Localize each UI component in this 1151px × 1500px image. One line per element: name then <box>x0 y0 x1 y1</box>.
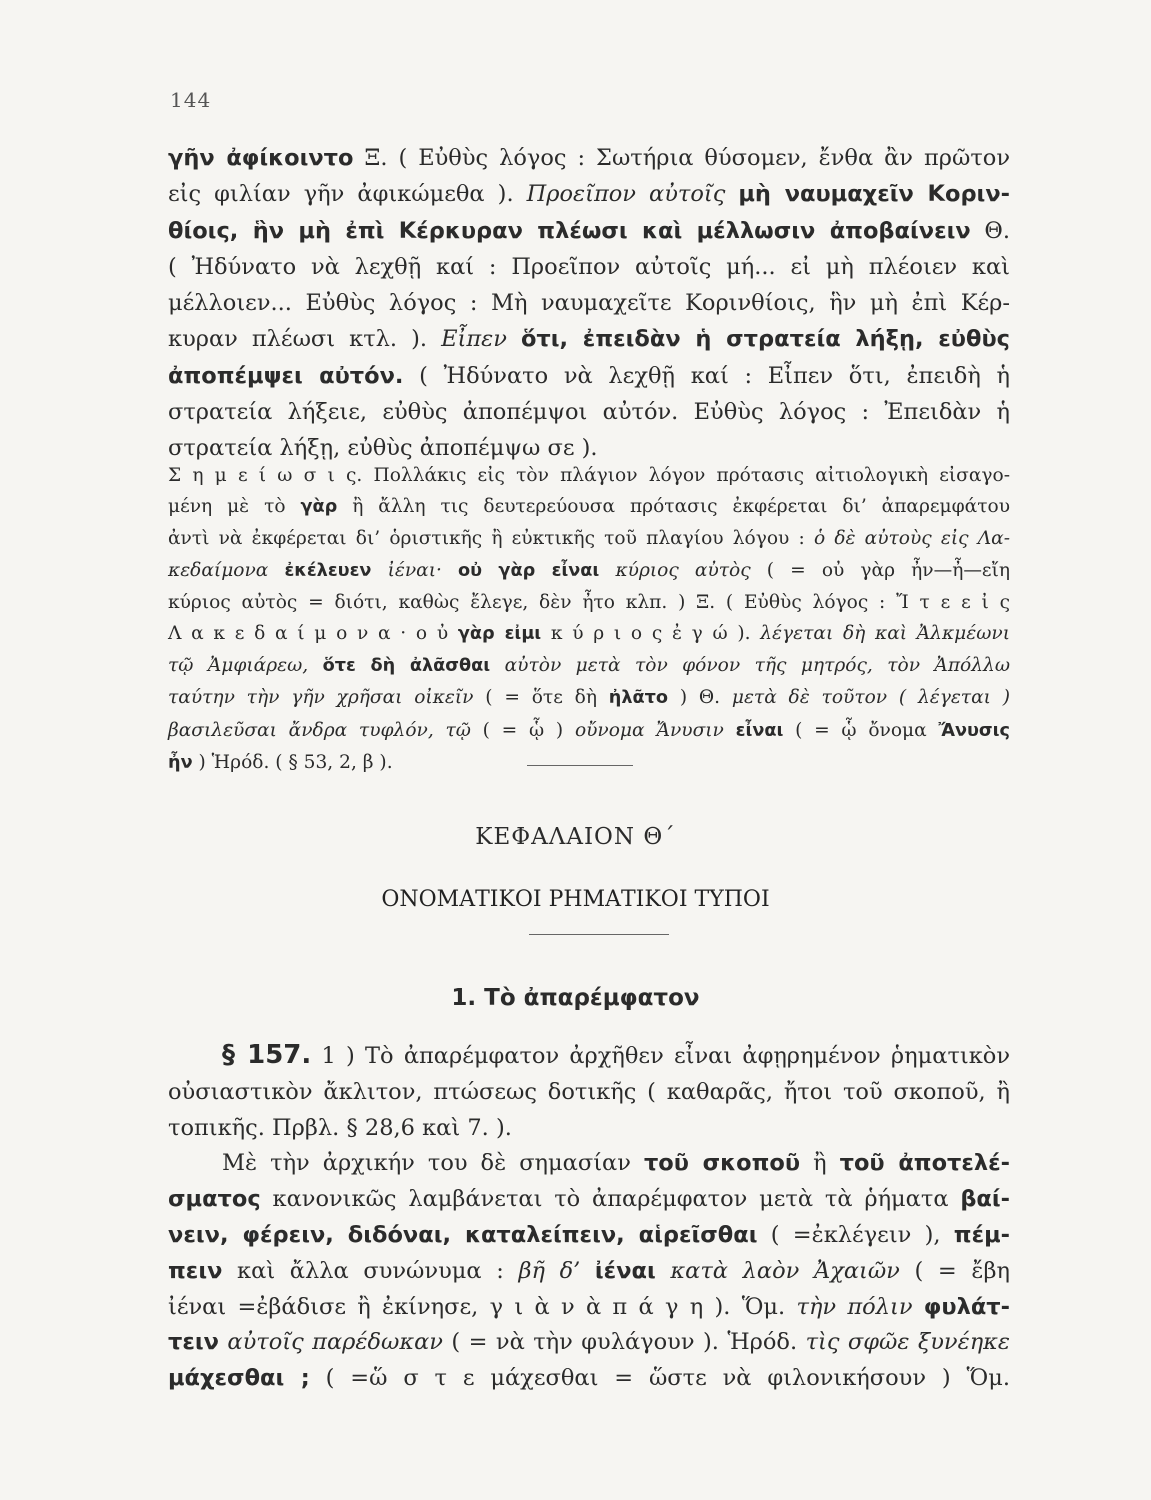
text-line <box>168 555 1010 587</box>
paragraph-indirect-speech <box>168 140 1010 467</box>
italic-quote: οὔνομα Ἄνυσιν <box>574 719 736 741</box>
bold-term: ἀποπέμψει αὐτόν. <box>168 362 404 389</box>
text-line <box>168 249 1010 285</box>
text-line <box>168 1038 1010 1075</box>
text-run: ( = ὅτε δὴ <box>473 687 609 709</box>
separator-rule <box>527 765 633 766</box>
bold-term: ὅτι, ἐπειδὰν ἡ στρατεία λήξῃ, εὐθὺς <box>520 326 1010 353</box>
italic-quote: κεδαίμονα <box>168 559 285 581</box>
italic-quote: Προεῖπον αὐτοῖς <box>526 181 739 208</box>
bold-term: νειν, φέρειν, διδόναι, καταλείπειν, αἱρεῖσθαι <box>168 1221 758 1248</box>
text-run: κύριος αὐτὸς = διότι, καθὼς ἔλεγε, δὲν ἦτο κλπ. ) Ξ. ( Εὐθὺς λόγος : Ἴ τ ε ε ἰ ς <box>168 591 1010 613</box>
text-run: ( Ἠδύνατο νὰ λεχθῇ καί : Προεῖπον αὐτοῖς μή... εἰ μὴ πλέοιεν καὶ <box>168 253 1010 280</box>
bold-term: οὐ γὰρ εἶναι <box>458 560 600 581</box>
text-line <box>168 358 1010 394</box>
text-run: ( = ᾧ ) <box>470 719 575 741</box>
text-line <box>168 176 1010 212</box>
text-line <box>168 1111 1010 1147</box>
text-run: μέλλοιεν... Εὐθὺς λόγος : Μὴ ναυμαχεῖτε Κορινθίοις, ἣν μὴ ἐπὶ Κέρ- <box>168 290 1010 317</box>
text-run: οὐσιαστικὸν ἄκλιτον, πτώσεως δοτικῆς ( καθαρᾶς, ἤτοι τοῦ σκοποῦ, ἢ <box>168 1078 1010 1105</box>
bold-term: μὴ ναυμαχεῖν Κοριν- <box>738 181 1010 208</box>
section-heading: 1. Τὸ ἀπαρέμφατον <box>451 985 700 1011</box>
text-run: Λ α κ ε δ α ί μ ο ν α · ο ὐ <box>168 623 458 645</box>
bold-term: θίοις, ἣν μὴ ἐπὶ Κέρκυραν πλέωσι καὶ μέλλωσιν ἀποβαίνειν <box>168 217 971 244</box>
italic-quote: κύριος αὐτὸς <box>599 559 751 581</box>
chapter-title: ΟΝΟΜΑΤΙΚΟΙ ΡΗΜΑΤΙΚΟΙ ΤΥΠΟΙ <box>381 887 770 912</box>
bold-term: γὰρ <box>300 497 338 518</box>
paragraph-157 <box>168 1038 1010 1397</box>
text-line <box>168 1218 1010 1254</box>
italic-quote: τὴν πόλιν <box>796 1293 924 1320</box>
text-run: ἰέναι =ἐβάδισε ἢ ἐκίνησε, γ ι ὰ ν ὰ π ά γ η ). Ὅμ. <box>168 1293 797 1320</box>
text-run: τοπικῆς. Πρβλ. § 28,6 καὶ 7. ). <box>168 1114 512 1141</box>
text-run: Σ η μ ε ί ω σ ι ς. Πολλάκις εἰς τὸν πλάγιον λόγον πρότασις αἰτιολογικὴ εἰσαγο- <box>168 465 1010 486</box>
text-line <box>168 140 1010 176</box>
text-run: εἰς φιλίαν γῆν ἀφικώμεθα ). <box>168 181 527 208</box>
text-run: στρατεία λήξειε, εὐθὺς ἀποπέμψοι αὐτόν. Εὐθὺς λόγος : Ἐπειδὰν ἡ <box>168 399 1010 426</box>
bold-term: τοῦ ἀποτελέ- <box>839 1150 1011 1177</box>
text-run: ( Ἠδύνατο νὰ λεχθῇ καί : Εἶπεν ὅτι, ἐπειδὴ ἡ <box>403 362 1010 389</box>
text-line <box>168 285 1010 321</box>
italic-quote: αὐτὸν μετὰ τὸν φόνον τῆς μητρός, τὸν Ἀπόλλω <box>490 655 1010 677</box>
text-line <box>168 1361 1010 1397</box>
text-line <box>168 523 1010 554</box>
bold-term: γῆν ἀφίκοιντο <box>168 145 354 171</box>
text-run: ) Θ. <box>668 687 732 709</box>
note-paragraph <box>168 460 1010 779</box>
bold-term: τειν <box>168 1329 219 1356</box>
text-run: στρατεία λήξῃ, εὐθὺς ἀποπέμψω σε ). <box>168 435 598 462</box>
text-run: ἢ ἄλλη τις δευτερεύουσα πρότασις ἐκφέρεται δι’ ἀπαρεμφάτου <box>337 496 1010 518</box>
text-run: ( =ἐκλέγειν ), <box>757 1221 954 1248</box>
italic-quote: ἰέναι· <box>371 559 459 581</box>
text-line <box>168 650 1010 682</box>
text-line <box>168 460 1010 491</box>
italic-quote: ὁ δὲ αὐτοὺς εἰς Λα- <box>813 528 1011 550</box>
text-run: 1 ) Τὸ ἀπαρέμφατον ἀρχῆθεν εἶναι ἀφῃρημένον ῥηματικὸν <box>311 1043 1011 1069</box>
text-run: Ξ. ( Εὐθὺς λόγος : Σωτήρια θύσομεν, ἔνθα ἂν πρῶτον <box>353 145 1010 171</box>
text-run: μένη μὲ τὸ <box>168 496 301 518</box>
bold-term: ἠλᾶτο <box>608 688 669 709</box>
text-run: ( = νὰ τὴν φυλάγουν ). Ἡρόδ. <box>442 1329 806 1356</box>
text-run: ἀντὶ νὰ ἐκφέρεται δι’ ὁριστικῆς ἢ εὐκτικῆς τοῦ πλαγίου λόγου : <box>168 528 814 550</box>
text-run: ἢ <box>800 1150 840 1177</box>
italic-quote: μετὰ δὲ τοῦτον ( λέγεται ) <box>731 687 1010 709</box>
italic-quote: βασιλεῦσαι ἄνδρα τυφλόν, τῷ <box>168 719 471 741</box>
text-line <box>168 491 1010 523</box>
italic-quote: βῆ δ’ <box>518 1257 595 1284</box>
bold-term: σματος <box>168 1186 261 1213</box>
text-run: κυραν πλέωσι κτλ. ). <box>168 326 442 353</box>
text-run: κ ύ ρ ι ο ς ἐ γ ώ ). <box>541 623 761 645</box>
text-run: ( = οὐ γὰρ ἦν—ἦ—εἴη <box>750 559 1010 581</box>
bold-term: ἐκέλευεν <box>284 560 372 581</box>
text-run: Μὲ τὴν ἀρχικήν του δὲ σημασίαν <box>222 1150 644 1177</box>
text-line <box>168 618 1010 650</box>
bold-term: εἶναι <box>735 720 784 741</box>
bold-term: μάχεσθαι ; <box>168 1365 310 1392</box>
italic-quote: αὐτοῖς παρέδωκαν <box>218 1329 443 1356</box>
text-line <box>168 1146 1010 1182</box>
text-line <box>168 1290 1010 1326</box>
italic-quote: τὶς σφῶε ξυνέηκε <box>805 1329 1010 1356</box>
bold-term: ἦν <box>168 752 193 773</box>
text-line <box>168 1325 1010 1361</box>
text-run: ) Ἡρόδ. ( § 53, 2, β ). <box>192 751 393 773</box>
text-line <box>168 1075 1010 1111</box>
text-line <box>168 1254 1010 1290</box>
text-line <box>168 682 1010 714</box>
text-run: § 157. <box>222 1040 312 1070</box>
bold-term: φυλάτ- <box>923 1293 1010 1320</box>
text-run: καὶ ἄλλα συνώνυμα : <box>222 1257 519 1284</box>
bold-term: πέμ- <box>953 1221 1010 1248</box>
text-line <box>168 587 1010 618</box>
text-run: ( = ἔβη <box>899 1257 1010 1284</box>
text-run: ( = ᾧ ὄνομα <box>783 719 939 741</box>
text-line <box>168 1182 1010 1218</box>
text-run: κανονικῶς λαμβάνεται τὸ ἀπαρέμφατον μετὰ τὰ ῥήματα <box>260 1186 961 1213</box>
text-line <box>168 321 1010 357</box>
text-line <box>168 715 1010 747</box>
bold-term: ὅτε δὴ ἀλᾶσθαι <box>322 656 491 677</box>
italic-quote: τῷ Ἀμφιάρεω, <box>168 655 323 677</box>
italic-quote: κατὰ λαὸν Ἀχαιῶν <box>655 1257 900 1284</box>
text-run: ( =ὥ σ τ ε μάχεσθαι = ὥστε νὰ φιλονικήσουν ) Ὅμ. <box>309 1365 1010 1392</box>
bold-term: γὰρ εἰμι <box>457 624 542 645</box>
text-line <box>168 394 1010 430</box>
bold-term: πειν <box>168 1257 223 1284</box>
italic-quote: Εἶπεν <box>441 326 521 353</box>
bold-term: ἰέναι <box>594 1257 656 1284</box>
title-underline <box>529 934 669 935</box>
text-line <box>168 213 1010 249</box>
chapter-heading: ΚΕΦΑΛΑΙΟΝ Θ΄ <box>475 824 676 850</box>
page-number: 144 <box>170 88 212 112</box>
text-run: Θ. <box>970 217 1010 244</box>
italic-quote: ταύτην τὴν γῆν χρῆσαι οἰκεῖν <box>168 687 474 709</box>
italic-quote: λέγεται δὴ καὶ Ἀλκμέωνι <box>760 623 1010 645</box>
text-line <box>168 747 1010 779</box>
bold-term: τοῦ σκοποῦ <box>643 1150 801 1177</box>
bold-term: Ἄνυσις <box>938 720 1010 741</box>
bold-term: βαί- <box>960 1186 1010 1213</box>
